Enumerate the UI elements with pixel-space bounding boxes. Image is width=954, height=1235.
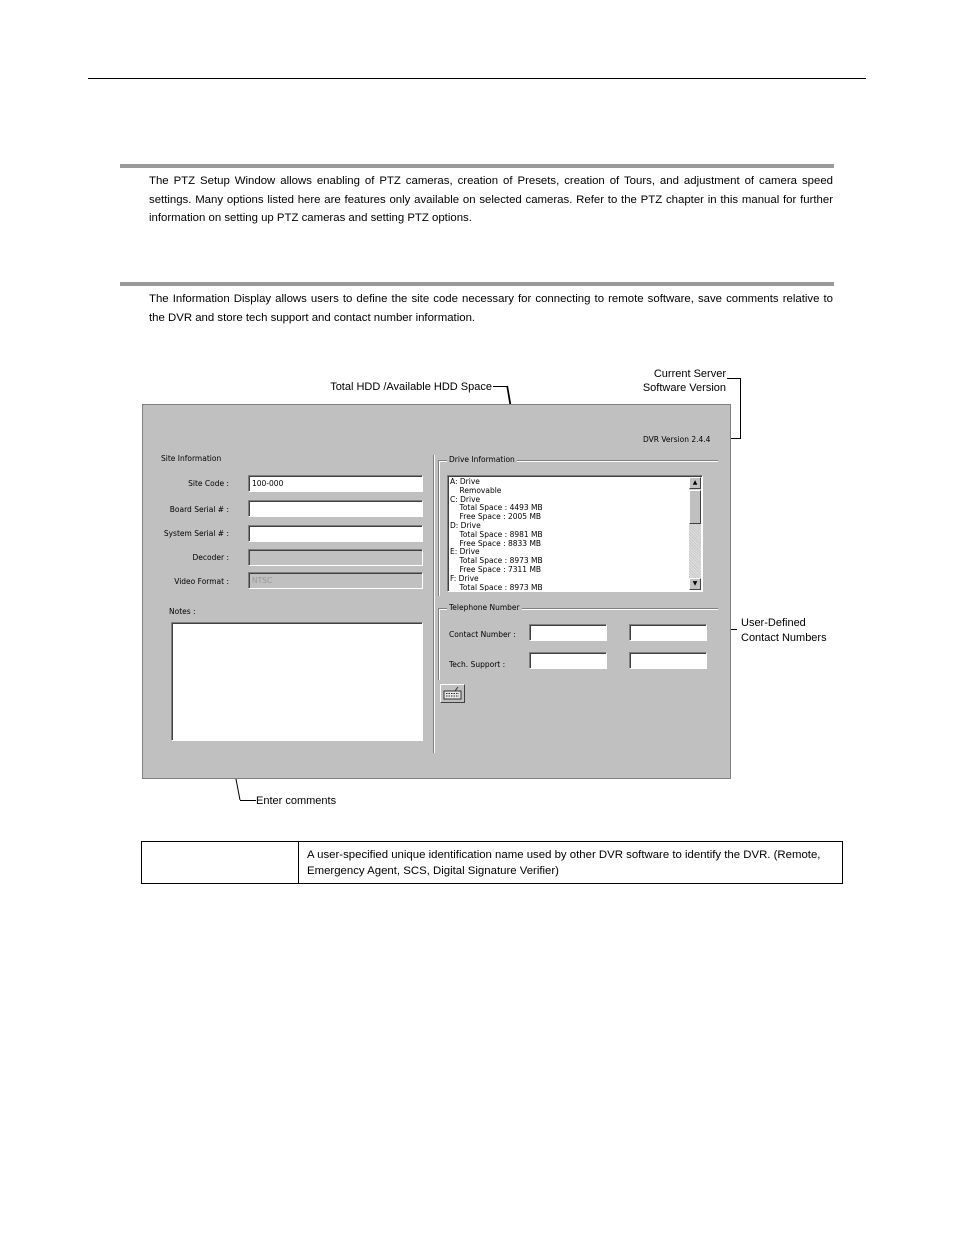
table-description-cell: A user-specified unique identification name used by other DVR software to identify the DVR. (Remote, Emergency Agent, SCS, Digital Signature Verifier) bbox=[307, 849, 821, 877]
decoder-input bbox=[248, 549, 423, 566]
vertical-divider-highlight bbox=[434, 455, 435, 753]
drive-info-line: Total Space : 4493 MB bbox=[450, 503, 543, 513]
drive-info-group bbox=[438, 455, 718, 596]
drive-info-line: F: Drive bbox=[450, 573, 479, 583]
drive-info-line: Removable bbox=[450, 485, 502, 495]
telephone-group bbox=[438, 603, 718, 680]
contact-number-input-1[interactable] bbox=[529, 624, 607, 641]
drive-info-line: E: Drive bbox=[450, 547, 480, 557]
site-info-group-label: Site Information bbox=[161, 454, 222, 463]
scroll-up-icon[interactable]: ▲ bbox=[689, 477, 701, 489]
drive-list-scrollbar[interactable] bbox=[689, 477, 701, 590]
keyboard-icon bbox=[441, 685, 464, 702]
drive-info-line: Total Space : 8981 MB bbox=[450, 529, 543, 539]
callout-hdd: Total HDD /Available HDD Space bbox=[330, 381, 492, 393]
dvr-version-label: DVR Version 2.4.4 bbox=[643, 435, 711, 444]
callout-version-2: Software Version bbox=[642, 382, 726, 394]
tech-support-input-1[interactable] bbox=[529, 652, 607, 669]
drive-info-line: Free Space : 8833 MB bbox=[450, 538, 542, 548]
table-term-cell bbox=[142, 842, 299, 883]
header-rule bbox=[88, 78, 866, 79]
ptz-section-bar bbox=[120, 164, 834, 168]
keyboard-button[interactable] bbox=[440, 684, 465, 703]
callout-contact-1: User-Defined bbox=[741, 617, 806, 629]
contact-number-input-2[interactable] bbox=[629, 624, 707, 641]
info-description: The Information Display allows users to define the site code necessary for connecting to remote software, save comments relative to the DVR and store tech support and contact number information. bbox=[149, 293, 833, 324]
scroll-thumb[interactable] bbox=[689, 490, 701, 524]
drive-info-line: C: Drive bbox=[450, 494, 481, 504]
drive-info-line: Free Space : 7311 MB bbox=[450, 565, 542, 574]
drive-info-line: Free Space : 2005 MB bbox=[450, 512, 542, 522]
tech-support-label: Tech. Support : bbox=[449, 660, 506, 669]
notes-textarea[interactable] bbox=[171, 622, 423, 741]
drive-info-line: A: Drive bbox=[450, 477, 480, 486]
drive-info-list[interactable] bbox=[447, 475, 703, 592]
system-serial-input[interactable] bbox=[248, 525, 423, 542]
site-code-label: Site Code : bbox=[188, 479, 229, 488]
video-format-label: Video Format : bbox=[174, 577, 229, 586]
scroll-down-icon[interactable]: ▼ bbox=[689, 578, 701, 590]
callout-version-line-top bbox=[727, 378, 740, 379]
drive-info-group-label: Drive Information bbox=[449, 455, 515, 464]
video-format-input: NTSC bbox=[248, 572, 423, 589]
site-code-input[interactable]: 100-000 bbox=[248, 475, 423, 492]
contact-number-label: Contact Number : bbox=[449, 630, 516, 639]
telephone-group-label: Telephone Number bbox=[449, 603, 520, 612]
info-section-bar bbox=[120, 282, 834, 286]
drive-info-line: Total Space : 8973 MB bbox=[450, 582, 543, 592]
board-serial-input[interactable] bbox=[248, 500, 423, 517]
system-serial-label: System Serial # : bbox=[163, 529, 229, 538]
drive-info-line: Total Space : 8973 MB bbox=[450, 556, 543, 566]
callout-version-line-v bbox=[740, 378, 741, 438]
definition-table bbox=[141, 841, 843, 884]
notes-label: Notes : bbox=[169, 607, 196, 616]
callout-comments: Enter comments bbox=[256, 795, 337, 807]
ptz-description: The PTZ Setup Window allows enabling of PTZ cameras, creation of Presets, creation of Tours, and adjustment of camera speed settings. Many options listed here are features only available on selected cameras. Refer to the PTZ chapter in this manual for further information on setting up PTZ cameras and setting PTZ options. bbox=[149, 175, 833, 224]
decoder-label: Decoder : bbox=[192, 553, 229, 562]
information-window bbox=[142, 404, 731, 779]
tech-support-input-2[interactable] bbox=[629, 652, 707, 669]
drive-info-line: D: Drive bbox=[450, 521, 481, 530]
callout-contact-2: Contact Numbers bbox=[741, 632, 827, 644]
callout-version-1: Current Server bbox=[653, 368, 726, 380]
board-serial-label: Board Serial # : bbox=[169, 505, 229, 514]
